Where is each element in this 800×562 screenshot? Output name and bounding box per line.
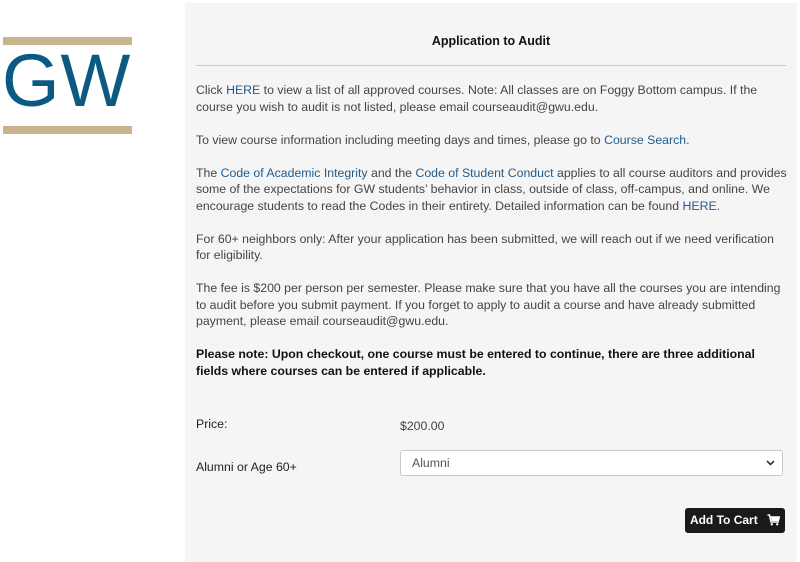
- logo-text: GW: [2, 39, 132, 122]
- chevron-down-icon: [766, 451, 775, 475]
- inline-link[interactable]: Course Search: [604, 132, 687, 147]
- inline-link[interactable]: Code of Student Conduct: [415, 165, 554, 180]
- logo-bottom-bar: [3, 126, 132, 134]
- paragraph-text: The: [196, 165, 221, 180]
- add-to-cart-label: Add To Cart: [689, 513, 758, 527]
- paragraph-text: and the: [367, 165, 416, 180]
- paragraph-text: For 60+ neighbors only: After your application has been submitted, we will reach out if we need verification for eligibility.: [196, 231, 774, 262]
- gw-logo[interactable]: [3, 37, 132, 134]
- cart-icon: [767, 514, 780, 526]
- add-to-cart-button[interactable]: [685, 508, 785, 533]
- checkout-note: Please note: Upon checkout, one course must be entered to continue, there are three additional fields where courses can be entered if applicable.: [196, 347, 755, 378]
- paragraph-text: The fee is $200 per person per semester. Please make sure that you have all the courses you are intending to audit before you submit payment. If you forget to apply to audit a course and have already submitted payment, please email courseaudit@gwu.edu.: [196, 281, 781, 328]
- paragraph-text: To view course information including meeting days and times, please go to: [196, 132, 605, 147]
- alumni-age-selected-value: Alumni: [412, 456, 450, 470]
- paragraph-approved-courses: [196, 82, 788, 115]
- title-divider: [196, 65, 786, 66]
- alumni-age-select[interactable]: [400, 450, 783, 476]
- paragraph-fee: [196, 280, 788, 330]
- paragraph-text: .: [716, 198, 721, 213]
- paragraph-codes: [196, 165, 788, 215]
- alumni-age-label: Alumni or Age 60+: [196, 460, 297, 474]
- application-panel: [185, 3, 797, 562]
- price-label: Price:: [196, 417, 228, 431]
- paragraph-course-search: [196, 132, 788, 149]
- paragraph-text: Click: [196, 83, 227, 97]
- price-value: $200.00: [400, 419, 445, 433]
- page-title: Application to Audit: [431, 34, 551, 48]
- info-content: [196, 82, 788, 396]
- paragraph-text: applies to all course auditors and provides some of the expectations for GW students’ behavior in class, outside of class, off-campus, and online. We encourage students to read the Codes in their entirety. Detailed information can be found: [196, 165, 787, 213]
- paragraph-60-plus: [196, 231, 788, 264]
- paragraph-text: to view a list of all approved courses. Note: All classes are on Foggy Bottom campus. If the course you wish to audit is not listed, please email courseaudit@gwu.edu.: [196, 83, 758, 114]
- inline-link[interactable]: HERE: [682, 198, 717, 213]
- inline-link[interactable]: HERE: [226, 83, 261, 97]
- paragraph-text: .: [686, 132, 690, 147]
- inline-link[interactable]: Code of Academic Integrity: [220, 165, 368, 180]
